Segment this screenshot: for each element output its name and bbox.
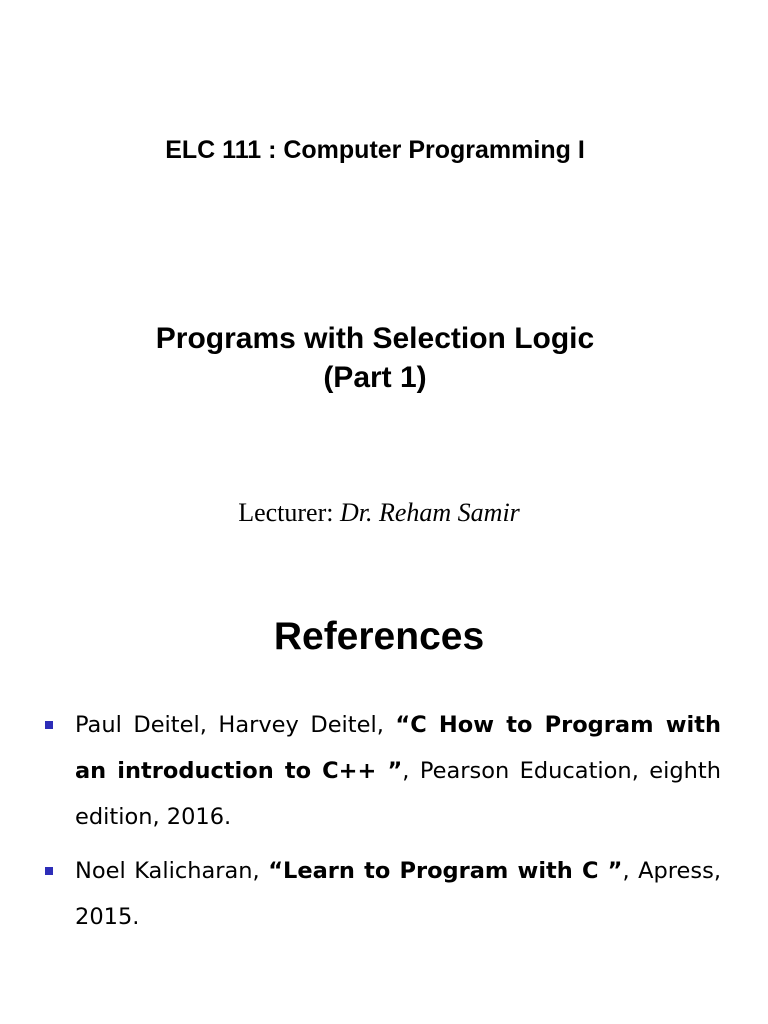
reference-item xyxy=(45,848,721,940)
reference-title: “C How to Program with an introduction to C++ ” xyxy=(75,712,721,784)
course-title: ELC 111 : Computer Programming I xyxy=(165,136,585,164)
reference-details: , Pearson Education, eighth edition, 2016. xyxy=(75,758,721,830)
lecture-title xyxy=(0,319,750,397)
bullet-icon xyxy=(45,867,53,875)
reference-title: “Learn to Program with C ” xyxy=(268,858,623,884)
references-heading: References xyxy=(273,615,485,658)
references-list xyxy=(45,702,721,940)
lecturer-name: Dr. Reham Samir xyxy=(339,498,520,527)
lecturer-line xyxy=(0,497,758,529)
bullet-icon xyxy=(45,721,53,729)
lecture-title-line2: (Part 1) xyxy=(323,361,427,394)
lecturer-label: Lecturer: xyxy=(238,498,340,527)
reference-details: , Apress, 2015. xyxy=(75,858,721,930)
reference-authors: Paul Deitel, Harvey Deitel, xyxy=(75,712,396,738)
reference-authors: Noel Kalicharan, xyxy=(75,858,269,884)
lecture-title-line1: Programs with Selection Logic xyxy=(155,322,595,355)
reference-item xyxy=(45,702,721,840)
